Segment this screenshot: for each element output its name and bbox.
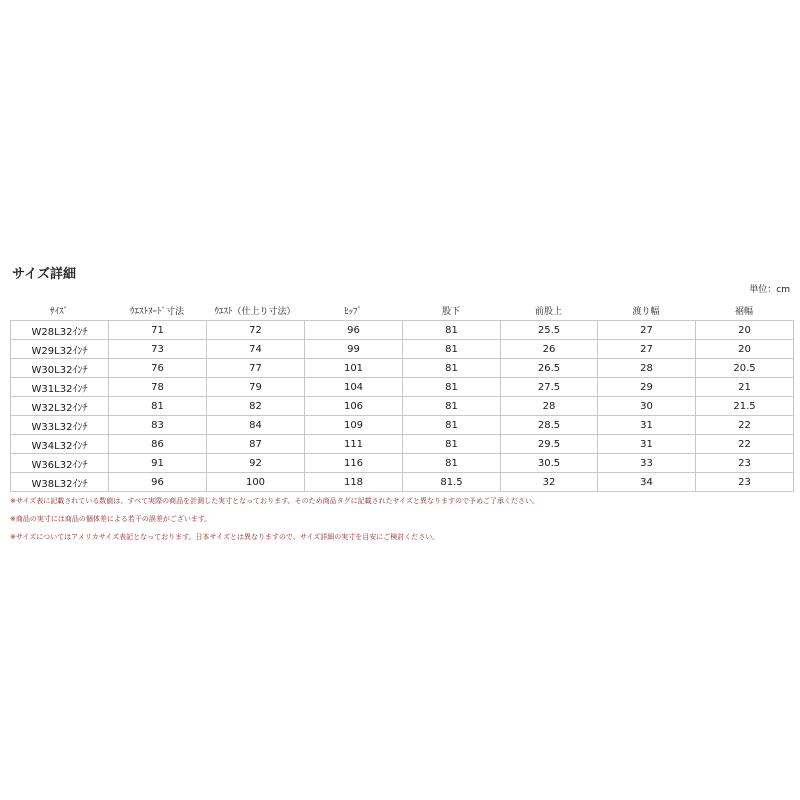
unit-label: 単位：cm <box>749 285 790 295</box>
table-cell: 118 <box>305 473 403 492</box>
table-cell: 20.5 <box>696 359 794 378</box>
table-cell: 76 <box>109 359 207 378</box>
column-header-inseam: 股下 <box>441 306 460 317</box>
table-cell: 28 <box>598 359 696 378</box>
table-cell: 96 <box>305 321 403 340</box>
table-cell: 99 <box>305 340 403 359</box>
table-cell: 81.5 <box>403 473 501 492</box>
table-cell: 77 <box>207 359 305 378</box>
table-row <box>11 435 794 454</box>
table-cell: 23 <box>696 454 794 473</box>
table-cell: W31L32ｲﾝﾁ <box>11 378 109 397</box>
table-cell: 29.5 <box>501 435 598 454</box>
table-cell: 74 <box>207 340 305 359</box>
column-header-waist-nude: ｳｴｽﾄﾇｰﾄﾞ寸法 <box>129 306 184 317</box>
table-cell: 96 <box>109 473 207 492</box>
table-row <box>11 473 794 492</box>
note-variance: ※商品の実寸には商品の個体差による若干の誤差がございます。 <box>10 515 212 523</box>
table-cell: 30.5 <box>501 454 598 473</box>
table-cell: 72 <box>207 321 305 340</box>
column-header-front-rise: 前股上 <box>534 306 562 317</box>
table-cell: 81 <box>403 454 501 473</box>
table-row <box>11 378 794 397</box>
table-cell: 81 <box>403 359 501 378</box>
table-cell: 106 <box>305 397 403 416</box>
table-header <box>10 300 793 320</box>
table-cell: 20 <box>696 321 794 340</box>
table-cell: 73 <box>109 340 207 359</box>
table-cell: 31 <box>598 416 696 435</box>
table-cell: 32 <box>501 473 598 492</box>
table-cell: 22 <box>696 435 794 454</box>
table-cell: W36L32ｲﾝﾁ <box>11 454 109 473</box>
table-cell: W32L32ｲﾝﾁ <box>11 397 109 416</box>
table-cell: 33 <box>598 454 696 473</box>
column-header-thigh-width: 渡り幅 <box>632 306 660 317</box>
table-cell: 82 <box>207 397 305 416</box>
table-cell: 116 <box>305 454 403 473</box>
page-title: サイズ詳細 <box>12 267 76 282</box>
table-cell: 81 <box>109 397 207 416</box>
table-cell: W34L32ｲﾝﾁ <box>11 435 109 454</box>
table-row <box>11 340 794 359</box>
table-cell: 27 <box>598 340 696 359</box>
table-cell: 28.5 <box>501 416 598 435</box>
table-cell: 81 <box>403 416 501 435</box>
column-header-hem-width: 裾幅 <box>734 306 753 317</box>
table-cell: 79 <box>207 378 305 397</box>
table-cell: 86 <box>109 435 207 454</box>
table-cell: 25.5 <box>501 321 598 340</box>
table-cell: 21 <box>696 378 794 397</box>
table-cell: 100 <box>207 473 305 492</box>
table-cell: 83 <box>109 416 207 435</box>
table-cell: 28 <box>501 397 598 416</box>
table-cell: W30L32ｲﾝﾁ <box>11 359 109 378</box>
table-cell: W38L32ｲﾝﾁ <box>11 473 109 492</box>
table-cell: 104 <box>305 378 403 397</box>
table-cell: 30 <box>598 397 696 416</box>
table-cell: W28L32ｲﾝﾁ <box>11 321 109 340</box>
table-row <box>11 321 794 340</box>
column-header-waist-finished: ｳｴｽﾄ（仕上り寸法） <box>214 306 296 317</box>
table-cell: 31 <box>598 435 696 454</box>
table-cell: 34 <box>598 473 696 492</box>
table-cell: 81 <box>403 435 501 454</box>
table-cell: 101 <box>305 359 403 378</box>
note-us-sizing: ※サイズについてはアメリカサイズ表記となっております。日本サイズとは異なりますので、サイズ詳細の実寸を目安にご検討ください。 <box>10 533 440 541</box>
table-cell: 81 <box>403 321 501 340</box>
size-table <box>10 320 794 492</box>
table-cell: 81 <box>403 340 501 359</box>
table-cell: 26.5 <box>501 359 598 378</box>
table-cell: 29 <box>598 378 696 397</box>
table-cell: 21.5 <box>696 397 794 416</box>
table-cell: 109 <box>305 416 403 435</box>
table-row <box>11 416 794 435</box>
table-cell: 87 <box>207 435 305 454</box>
table-cell: 23 <box>696 473 794 492</box>
table-cell: 71 <box>109 321 207 340</box>
table-cell: 27.5 <box>501 378 598 397</box>
table-cell: W33L32ｲﾝﾁ <box>11 416 109 435</box>
table-row <box>11 359 794 378</box>
table-cell: 78 <box>109 378 207 397</box>
table-cell: 26 <box>501 340 598 359</box>
table-cell: 91 <box>109 454 207 473</box>
column-header-size: ｻｲｽﾞ <box>49 306 68 317</box>
table-cell: 27 <box>598 321 696 340</box>
column-header-hip: ﾋｯﾌﾟ <box>343 306 362 317</box>
table-cell: 22 <box>696 416 794 435</box>
table-row <box>11 454 794 473</box>
notes <box>10 492 790 546</box>
table-cell: 81 <box>403 397 501 416</box>
table-cell: 111 <box>305 435 403 454</box>
table-cell: 84 <box>207 416 305 435</box>
note-measurement: ※サイズ表に記載されている数値は、すべて実際の商品を計測した実寸となっております。そのため商品タグに記載されたサイズと異なりますので予めご了承ください。 <box>10 497 540 505</box>
table-row <box>11 397 794 416</box>
table-cell: W29L32ｲﾝﾁ <box>11 340 109 359</box>
table-cell: 81 <box>403 378 501 397</box>
table-cell: 20 <box>696 340 794 359</box>
table-cell: 92 <box>207 454 305 473</box>
